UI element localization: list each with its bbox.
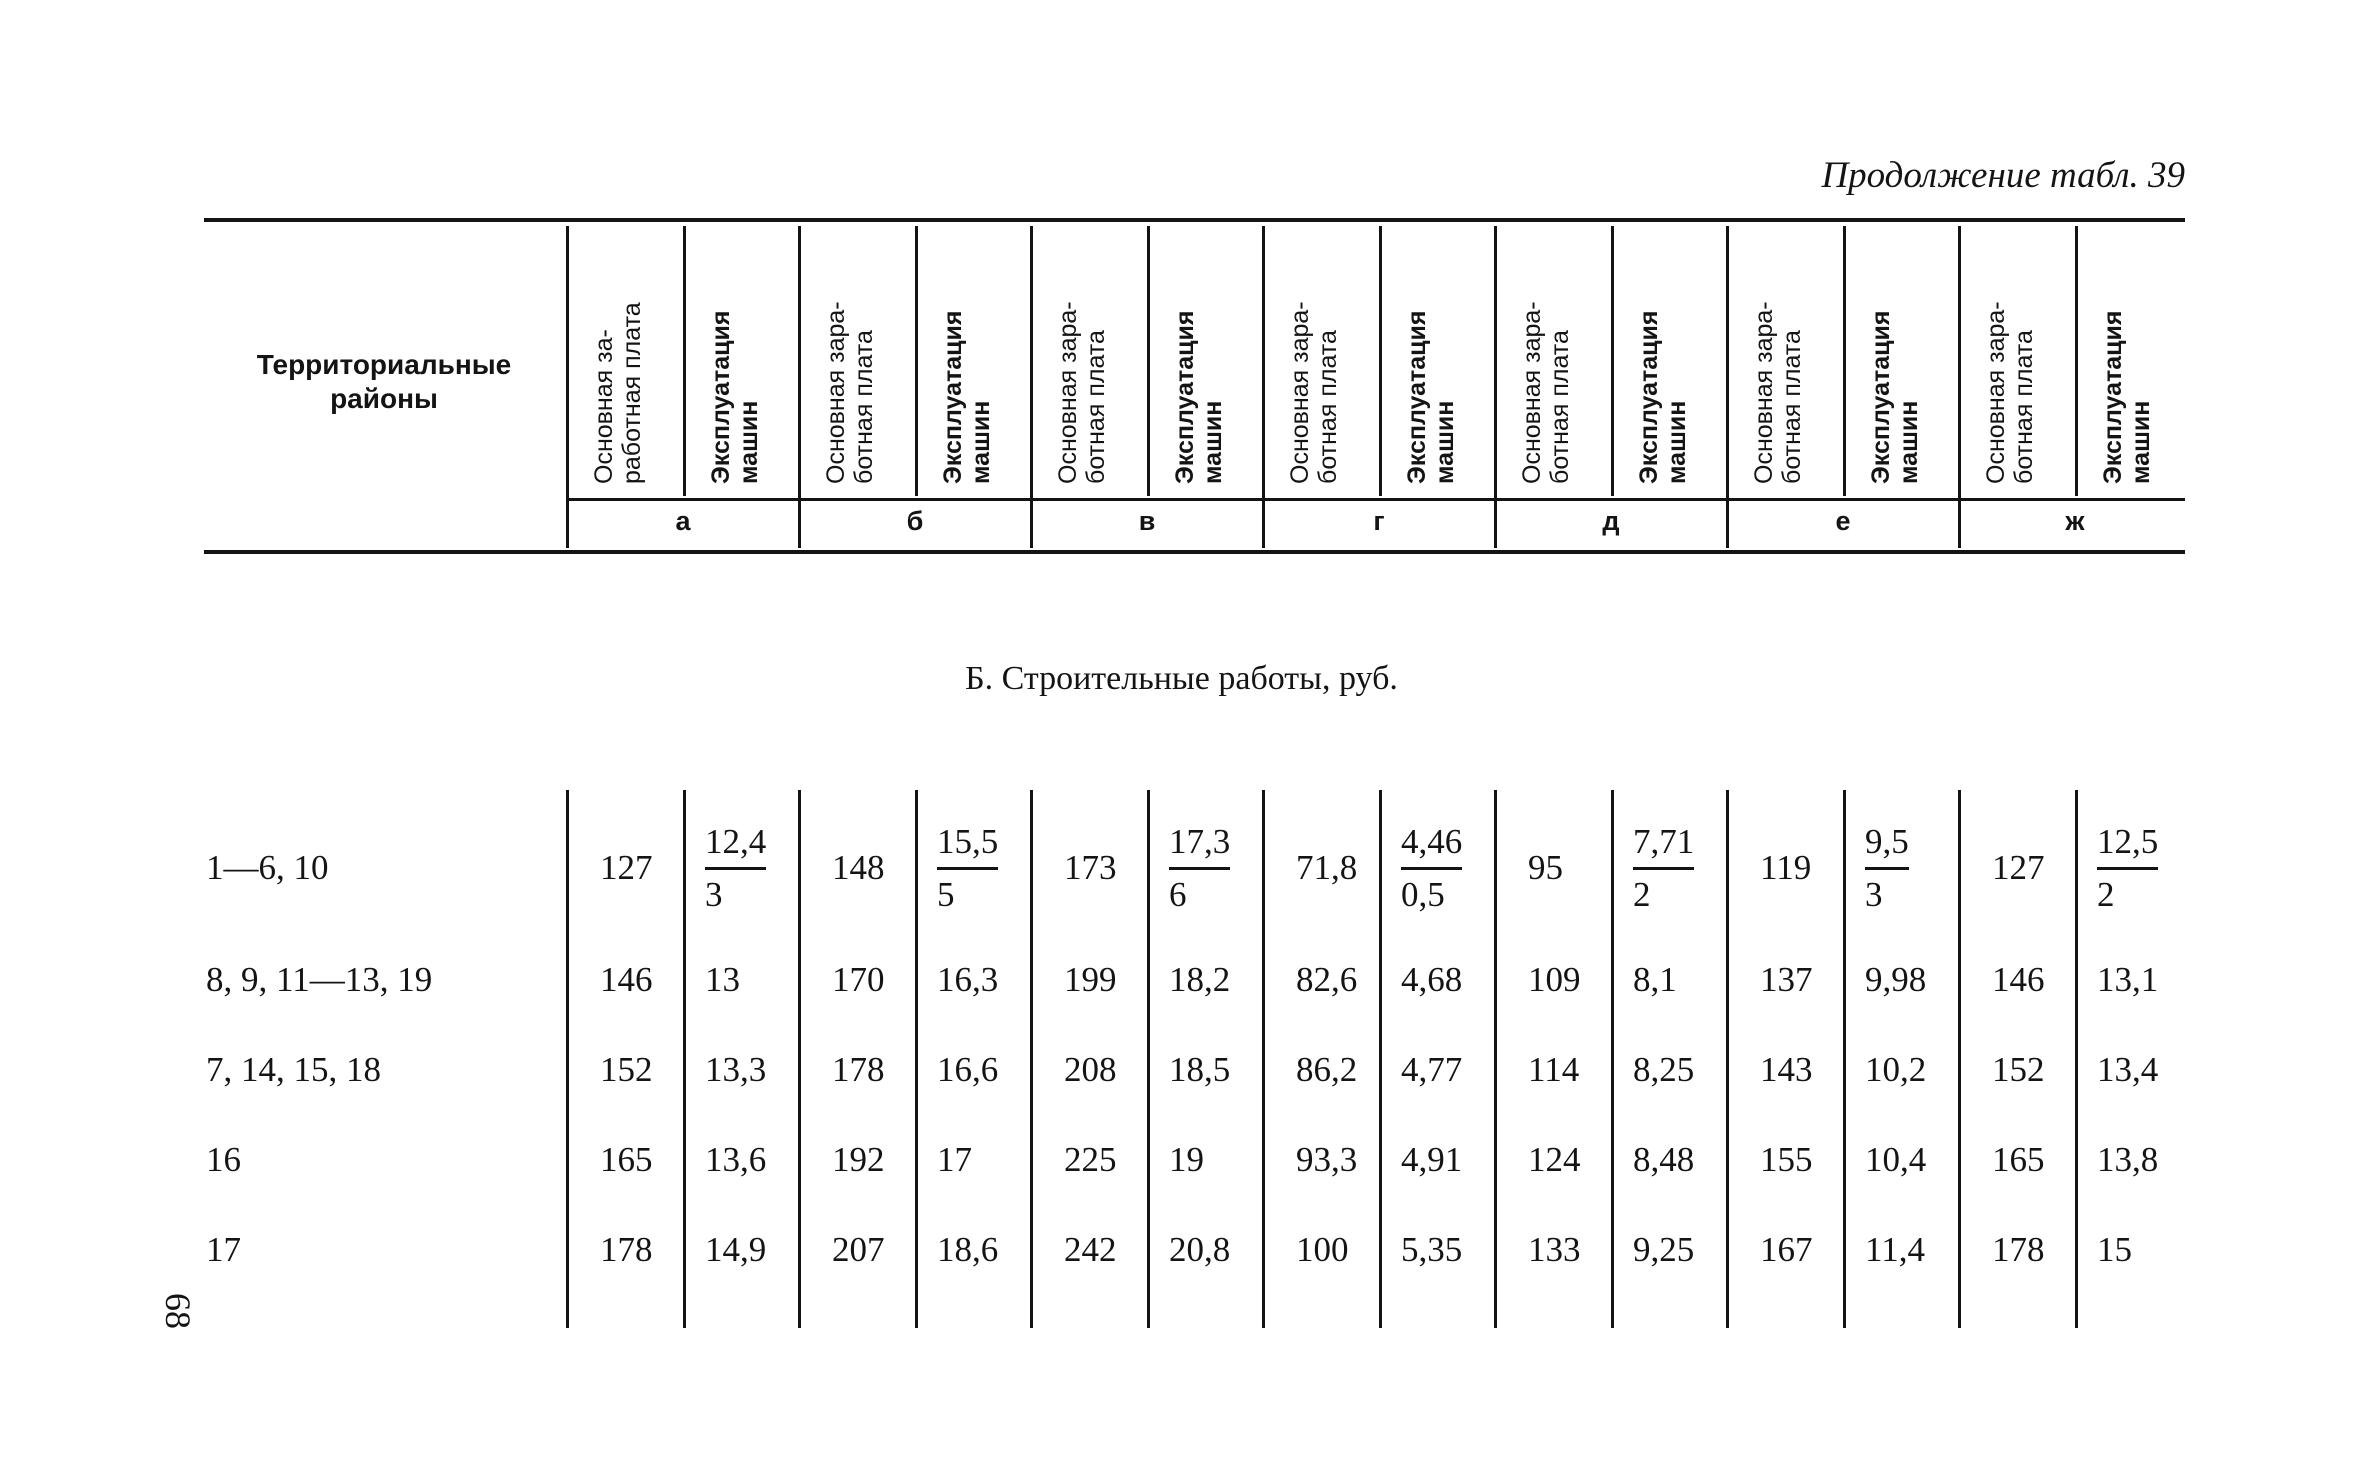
fraction-cell [1865,820,1909,917]
group-letter: ж [2065,506,2085,536]
machine-value-cell: 18,6 [937,1230,999,1269]
fraction-numerator: 15,5 [937,822,999,861]
body-group-divider [1494,790,1497,1328]
machine-value-cell: 10,2 [1865,1050,1927,1089]
fraction-denominator: 3 [1865,875,1883,914]
wage-value-cell: 165 [600,1140,653,1179]
wage-value-cell: 146 [600,960,653,999]
header-line: Основная зара- [822,301,850,484]
header-sub-divider [1379,226,1382,496]
wage-value-cell: 137 [1760,960,1813,999]
header-line: Эксплуатация [707,310,735,484]
machine-value-cell: 20,8 [1169,1230,1231,1269]
header-line: ботная плата [1082,330,1110,484]
wage-value-cell: 199 [1064,960,1117,999]
group-letter: е [1835,506,1851,536]
body-sub-divider [1379,790,1382,1328]
fraction-cell [1633,820,1694,917]
body-group-divider [1262,790,1265,1328]
wage-value-cell: 146 [1992,960,2045,999]
machine-value-cell: 9,25 [1633,1230,1695,1269]
machine-column-header [1403,311,1459,484]
machine-value-cell: 8,48 [1633,1140,1695,1179]
fraction-cell [705,820,766,917]
wage-column-header [1750,301,1806,484]
machine-value-cell: 16,3 [937,960,999,999]
machine-value-cell: 9,98 [1865,960,1927,999]
wage-value-cell: 100 [1296,1230,1349,1269]
header-line: Эксплуатация [1171,310,1199,484]
header-line: Основная зара- [1750,301,1778,484]
fraction-cell [2097,820,2158,917]
machine-value-cell: 17 [937,1140,972,1179]
wage-value-cell: 178 [1992,1230,2045,1269]
wage-value-cell: 173 [1064,848,1117,887]
wage-value-cell: 192 [832,1140,885,1179]
wage-value-cell: 82,6 [1296,960,1358,999]
machine-column-header [1171,311,1227,484]
machine-value-cell: 4,77 [1401,1050,1463,1089]
header-sub-divider [1843,226,1846,496]
machine-value-cell: 13,3 [705,1050,767,1089]
wage-column-header [1982,301,2038,484]
fraction-bar [1865,867,1909,870]
machine-value-cell: 11,4 [1865,1230,1925,1269]
machine-value-cell: 4,91 [1401,1140,1463,1179]
fraction-cell [1401,820,1462,917]
group-letter: в [1138,506,1156,536]
header-sub-divider [915,226,918,496]
fraction-denominator: 6 [1169,875,1187,914]
wage-value-cell: 225 [1064,1140,1117,1179]
fraction-numerator: 4,46 [1401,822,1463,861]
wage-value-cell: 114 [1528,1050,1580,1089]
fraction-cell [1169,820,1230,917]
header-group-divider [1262,226,1265,548]
header-line: машин [1431,400,1459,484]
fraction-numerator: 7,71 [1633,822,1695,861]
body-sub-divider [1611,790,1614,1328]
machine-value-cell: 14,9 [705,1230,767,1269]
body-group-divider [798,790,801,1328]
wage-value-cell: 152 [1992,1050,2045,1089]
body-sub-divider [1147,790,1150,1328]
row-label: 8, 9, 11—13, 19 [206,960,433,999]
machine-column-header [2099,311,2155,484]
stub-header: Территориальные районы [256,349,512,414]
wage-value-cell: 86,2 [1296,1050,1358,1089]
wage-value-cell: 167 [1760,1230,1813,1269]
machine-value-cell: 10,4 [1865,1140,1927,1179]
header-line: Основная зара- [1518,301,1546,484]
header-group-divider [1958,226,1961,548]
header-bottom-rule [204,550,2185,554]
body-sub-divider [2075,790,2078,1328]
header-group-divider [798,226,801,548]
fraction-bar [2097,867,2158,870]
wage-value-cell: 152 [600,1050,653,1089]
header-line: Основная зара- [1286,301,1314,484]
body-sub-divider [1843,790,1846,1328]
machine-value-cell: 18,5 [1169,1050,1231,1089]
header-line: машин [967,400,995,484]
wage-value-cell: 242 [1064,1230,1117,1269]
group-letter: а [675,506,691,536]
group-letter: г [1373,506,1385,536]
wage-value-cell: 127 [1992,848,2045,887]
wage-value-cell: 165 [1992,1140,2045,1179]
wage-value-cell: 109 [1528,960,1581,999]
fraction-bar [705,867,766,870]
fraction-numerator: 17,3 [1169,822,1231,861]
header-line: машин [2127,400,2155,484]
fraction-bar [1169,867,1230,870]
body-group-divider [1958,790,1961,1328]
top-rule [204,218,2185,222]
header-line: машин [1895,400,1923,484]
fraction-bar [1401,867,1462,870]
fraction-cell [937,820,998,917]
header-group-divider [1726,226,1729,548]
machine-column-header [939,311,995,484]
machine-value-cell: 16,6 [937,1050,999,1089]
wage-column-header [1054,301,1110,484]
wage-value-cell: 208 [1064,1050,1117,1089]
wage-value-cell: 155 [1760,1140,1813,1179]
wage-column-header [590,302,646,484]
fraction-numerator: 12,4 [705,822,767,861]
header-line: Основная зара- [1054,301,1082,484]
header-line: работная плата [618,302,646,484]
row-label: 16 [206,1140,241,1179]
header-line: Эксплуатация [1867,310,1895,484]
fraction-numerator: 9,5 [1865,822,1909,861]
wage-value-cell: 119 [1760,848,1812,887]
machine-value-cell: 18,2 [1169,960,1231,999]
wage-column-header [822,301,878,484]
fraction-denominator: 5 [937,875,955,914]
header-line: Эксплуатация [1403,310,1431,484]
header-sub-divider [1147,226,1150,496]
wage-value-cell: 95 [1528,848,1563,887]
header-sub-divider [2075,226,2078,496]
group-letter: д [1602,506,1620,536]
wage-value-cell: 143 [1760,1050,1813,1089]
machine-value-cell: 15 [2097,1230,2132,1269]
fraction-denominator: 3 [705,875,723,914]
machine-value-cell: 8,1 [1633,960,1677,999]
wage-value-cell: 71,8 [1296,848,1358,887]
wage-column-header [1286,301,1342,484]
wage-value-cell: 127 [600,848,653,887]
machine-column-header [1867,311,1923,484]
header-line: ботная плата [2010,330,2038,484]
row-label: 7, 14, 15, 18 [206,1050,381,1089]
row-label: 1—6, 10 [206,848,329,887]
machine-value-cell: 5,35 [1401,1230,1463,1269]
machine-value-cell: 13,8 [2097,1140,2159,1179]
machine-value-cell: 13,4 [2097,1050,2159,1089]
page-number: 68 [158,1293,198,1329]
body-group-divider [1030,790,1033,1328]
header-line: Основная зара- [1982,301,2010,484]
header-line: Эксплуатация [939,310,967,484]
wage-value-cell: 178 [832,1050,885,1089]
fraction-bar [1633,867,1694,870]
machine-value-cell: 13,1 [2097,960,2159,999]
row-label: 17 [206,1230,241,1269]
fraction-denominator: 2 [2097,875,2115,914]
wage-value-cell: 124 [1528,1140,1581,1179]
header-line: Эксплуатация [1635,310,1663,484]
header-line: ботная плата [1546,330,1574,484]
wage-value-cell: 133 [1528,1230,1581,1269]
header-line: Основная за- [590,329,618,484]
header-sub-divider [683,226,686,496]
header-line: ботная плата [850,330,878,484]
fraction-bar [937,867,998,870]
header-line: машин [1199,400,1227,484]
wage-value-cell: 170 [832,960,885,999]
header-group-divider [1494,226,1497,548]
header-line: ботная плата [1778,330,1806,484]
body-sub-divider [683,790,686,1328]
letter-rule [566,498,2185,501]
header-line: машин [735,400,763,484]
machine-value-cell: 8,25 [1633,1050,1695,1089]
machine-value-cell: 13 [705,960,740,999]
table-caption: Продолжение табл. 39 [1821,155,2185,196]
machine-value-cell: 4,68 [1401,960,1463,999]
header-group-divider [566,226,569,548]
machine-value-cell: 19 [1169,1140,1204,1179]
fraction-numerator: 12,5 [2097,822,2159,861]
machine-value-cell: 13,6 [705,1140,767,1179]
machine-column-header [707,311,763,484]
body-group-divider [566,790,569,1328]
group-letter: б [906,506,924,536]
wage-value-cell: 178 [600,1230,653,1269]
wage-column-header [1518,301,1574,484]
header-line: ботная плата [1314,330,1342,484]
header-sub-divider [1611,226,1614,496]
fraction-denominator: 0,5 [1401,875,1445,914]
fraction-denominator: 2 [1633,875,1651,914]
wage-value-cell: 148 [832,848,885,887]
header-group-divider [1030,226,1033,548]
wage-value-cell: 207 [832,1230,885,1269]
body-group-divider [1726,790,1729,1328]
header-line: машин [1663,400,1691,484]
machine-column-header [1635,311,1691,484]
header-line: Эксплуатация [2099,310,2127,484]
section-title: Б. Строительные работы, руб. [965,660,1398,697]
body-sub-divider [915,790,918,1328]
wage-value-cell: 93,3 [1296,1140,1358,1179]
